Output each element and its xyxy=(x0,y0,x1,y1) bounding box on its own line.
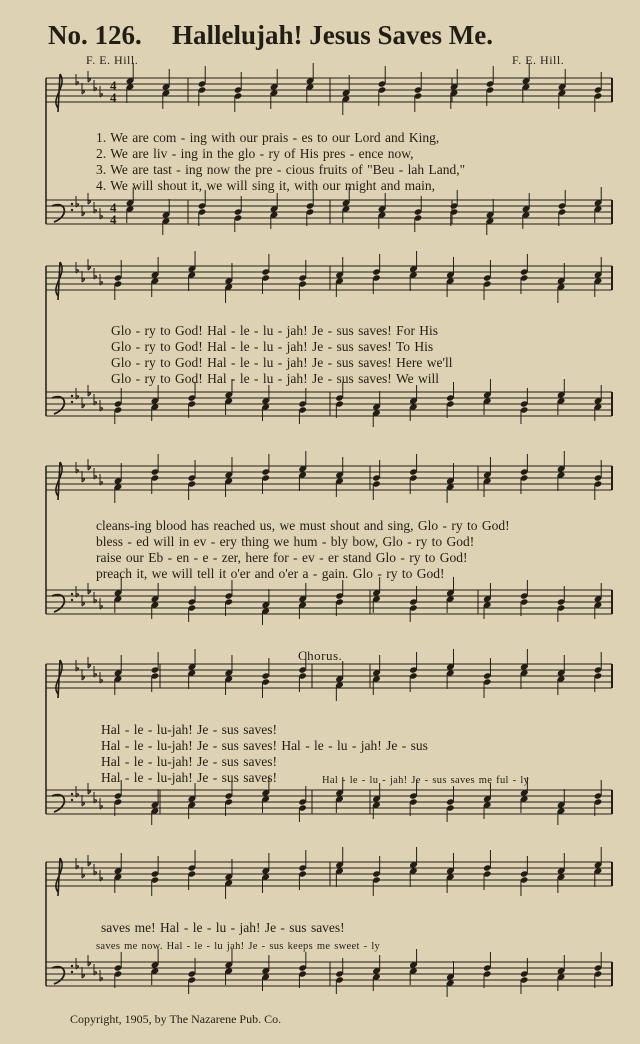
lyric-line: 4. We will shout it, we will sing it, with our might and main, xyxy=(96,178,436,193)
bass-clef-dot xyxy=(71,209,73,211)
lyric-line: bless - ed will in ev - ery thing we hum - bly bow, Glo - ry to God! xyxy=(96,534,475,549)
copyright: Copyright, 1905, by The Nazarene Pub. Co. xyxy=(70,1012,282,1026)
bass-clef-icon xyxy=(52,795,64,812)
treble-clef-icon xyxy=(56,74,62,112)
lyric-line: 1. We are com - ing with our prais - es to our Lord and King, xyxy=(96,130,440,145)
lyric-line: Glo - ry to God! Hal - le - lu - jah! Je - sus saves! To His xyxy=(111,339,434,354)
time-signature: 4 xyxy=(110,90,117,105)
lyric-line: Glo - ry to God! Hal - le - lu - jah! Je - sus saves! For His xyxy=(111,323,439,338)
lyric-line: Glo - ry to God! Hal - le - lu - jah! Je - sus saves! We will xyxy=(111,371,439,386)
lyric-line: raise our Eb - en - e - zer, here for - ev - er stand Glo - ry to God! xyxy=(96,550,468,565)
treble-clef-icon xyxy=(56,858,62,896)
lyric-line: 3. We are tast - ing now the pre - cious fruits of "Beu - lah Land," xyxy=(96,162,466,177)
bass-clef-icon xyxy=(52,967,64,984)
bass-clef-icon xyxy=(52,595,64,612)
bass-clef-dot xyxy=(71,401,73,403)
lyric-line: Hal - le - lu-jah! Je - sus saves! xyxy=(101,770,277,785)
treble-clef-icon xyxy=(56,660,62,698)
bass-clef-dot xyxy=(71,203,73,205)
bass-clef-dot xyxy=(71,395,73,397)
lyric-line: cleans-ing blood has reached us, we must shout and sing, Glo - ry to God! xyxy=(96,518,510,533)
composer-credit: F. E. Hill. xyxy=(512,53,565,67)
hymn-title: Hallelujah! Jesus Saves Me. xyxy=(172,20,493,50)
lyric-line: saves me! Hal - le - lu - jah! Je - sus saves! xyxy=(101,920,345,935)
lyric-line: Hal - le - lu-jah! Je - sus saves! xyxy=(101,722,277,737)
bass-clef-dot xyxy=(71,599,73,601)
time-signature: 4 xyxy=(110,212,117,227)
lyric-line: Hal - le - lu-jah! Je - sus saves! Hal - le - lu - jah! Je - sus xyxy=(101,738,428,753)
lyric-line: Glo - ry to God! Hal - le - lu - jah! Je - sus saves! Here we'll xyxy=(111,355,453,370)
time-signature: 4 xyxy=(110,200,117,215)
bass-clef-dot xyxy=(71,793,73,795)
treble-clef-icon xyxy=(56,462,62,500)
bass-clef-icon xyxy=(52,397,64,414)
bass-clef-dot xyxy=(71,799,73,801)
time-signature: 4 xyxy=(110,78,117,93)
lyric-line: preach it, we will tell it o'er and o'er a - gain. Glo - ry to God! xyxy=(96,566,445,581)
bass-lyric-line: Hal - le - lu - jah! Je - sus saves me ful - ly xyxy=(322,775,530,786)
lyric-line: Hal - le - lu-jah! Je - sus saves! xyxy=(101,754,277,769)
chorus-label: Chorus. xyxy=(298,648,343,663)
hymn-number: No. 126. xyxy=(48,20,142,50)
bass-clef-dot xyxy=(71,965,73,967)
treble-clef-icon xyxy=(56,262,62,300)
bass-clef-dot xyxy=(71,971,73,973)
lyric-line: 2. We are liv - ing in the glo - ry of His pres - ence now, xyxy=(96,146,414,161)
lyricist-credit: F. E. Hill. xyxy=(86,53,139,67)
bass-lyric-line: saves me now. Hal - le - lu jah! Je - sus keeps me sweet - ly xyxy=(96,941,381,952)
bass-clef-dot xyxy=(71,593,73,595)
bass-clef-icon xyxy=(52,205,64,222)
